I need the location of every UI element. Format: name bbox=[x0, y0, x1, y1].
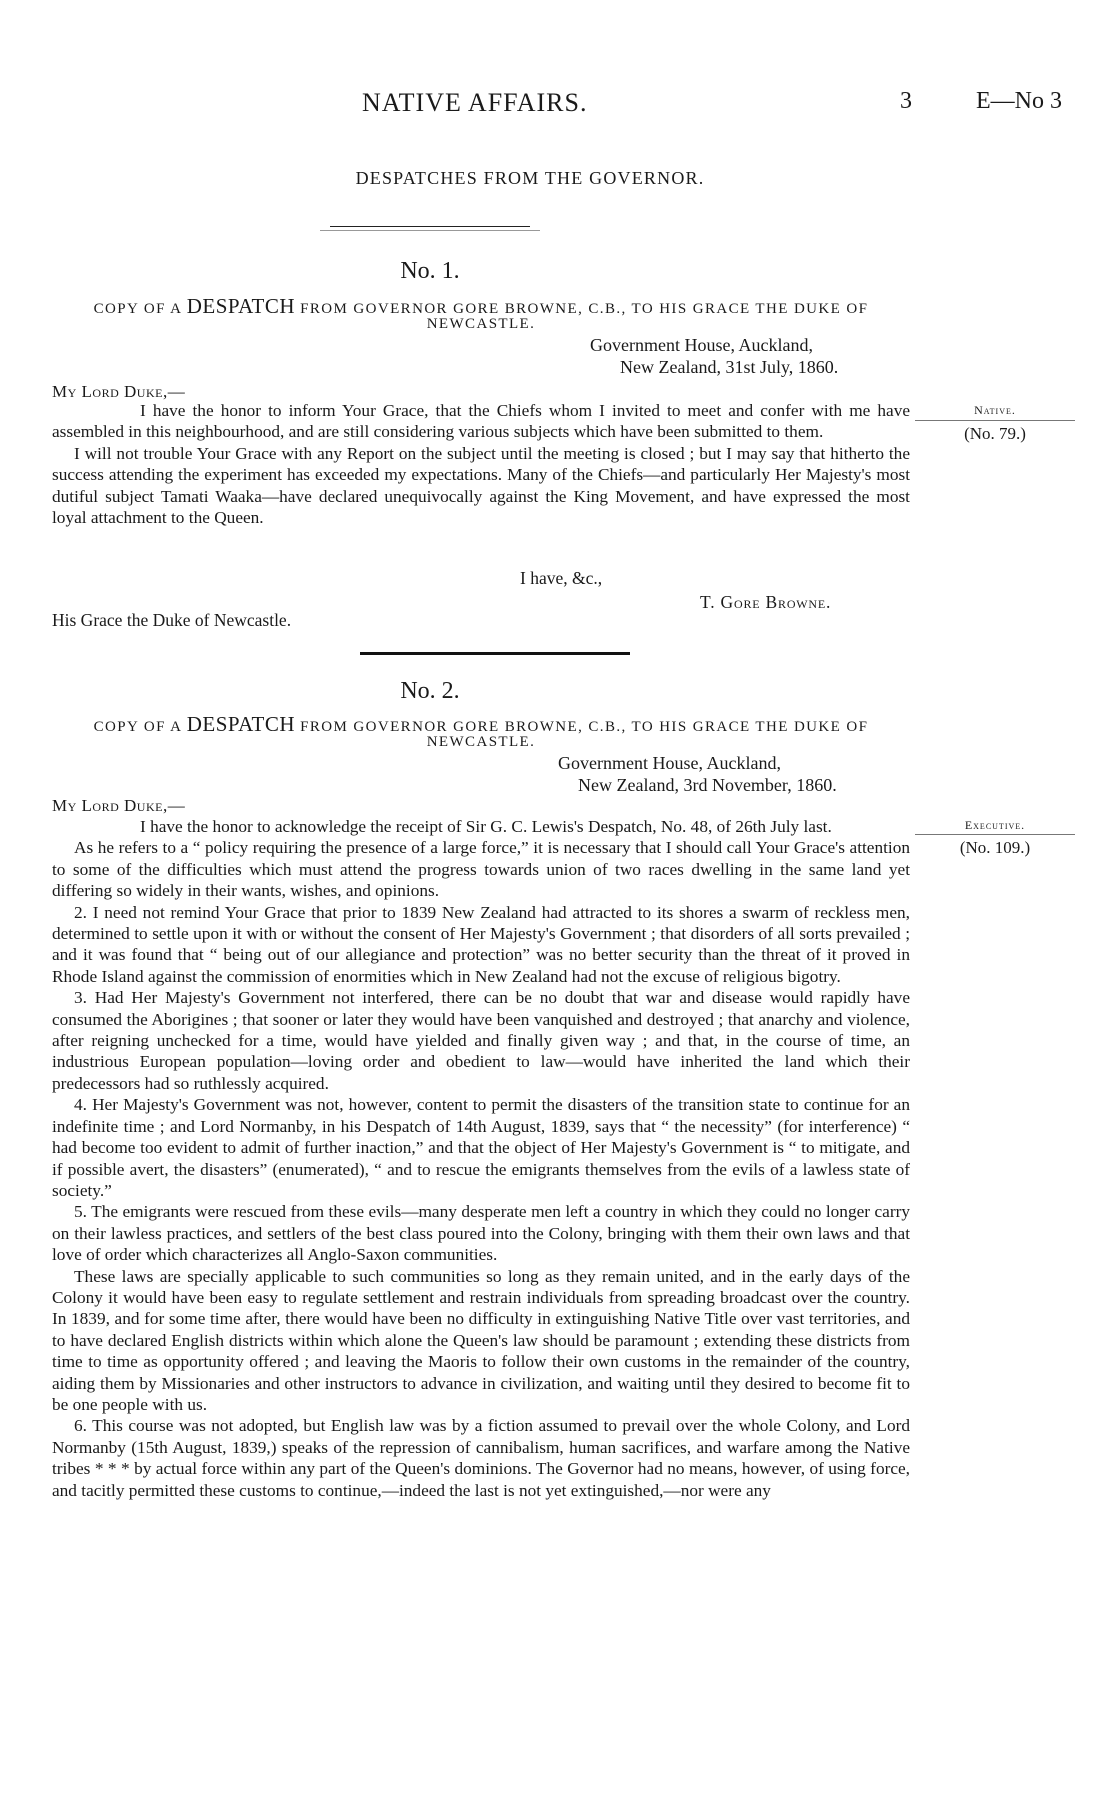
closing: I have, &c., bbox=[520, 568, 603, 588]
page-number: 3 bbox=[900, 88, 912, 114]
margin-reference: (No. 79.) bbox=[964, 424, 1026, 443]
paragraph: 2. I need not remind Your Grace that prior to 1839 New Zealand had attracted to its shores a swarm of reckless men, determined to settle upon it with or without the consent of Her Majesty's Government ; that disorders of all sorts prevailed ; and it was found that “ being out of our allegiance and protection” was no better security than the threat of it proved in Rhode Island against the commission of enormities which in New Zealand had not the excuse of religious bigotry. bbox=[52, 902, 910, 986]
signature: T. Gore Browne. bbox=[700, 592, 832, 612]
despatch-number: No. 1. bbox=[400, 258, 460, 284]
salutation: My Lord Duke,— bbox=[52, 796, 186, 815]
margin-rule bbox=[915, 420, 1075, 421]
despatch-title-rest: FROM GOVERNOR GORE BROWNE, C.B., TO HIS GRACE THE DUKE OF bbox=[300, 301, 869, 317]
despatch-title-word: DESPATCH bbox=[186, 294, 295, 318]
address-line: Government House, Auckland, bbox=[590, 335, 813, 355]
despatch-title-lead: COPY OF A bbox=[93, 719, 182, 735]
despatch-title-lead: COPY OF A bbox=[93, 301, 182, 317]
margin-label: Executive. bbox=[964, 818, 1026, 832]
document-code: E—No 3 bbox=[976, 88, 1062, 114]
paragraph: 4. Her Majesty's Government was not, however, content to permit the disasters of the transition state to continue for an indefinite time ; and Lord Normanby, in his Despatch of 14th August, 1839, says that “ the necessity” (for interference) “ had become too evident to admit of further inaction,” and that the object of Her Majesty's Government is “ to mitigate, and if possible avert, the disasters” (enumerated), “ and to rescue the emigrants themselves from the evils of a lawless state of society.” bbox=[52, 1095, 910, 1200]
despatch-title-line2: NEWCASTLE. bbox=[426, 734, 536, 750]
address-line: Government House, Auckland, bbox=[558, 753, 781, 773]
page-header-title: NATIVE AFFAIRS. bbox=[362, 88, 588, 117]
section-subheading: DESPATCHES FROM THE GOVERNOR. bbox=[355, 168, 705, 188]
address-line: New Zealand, 31st July, 1860. bbox=[620, 357, 839, 377]
address-line: New Zealand, 3rd November, 1860. bbox=[578, 775, 837, 795]
divider-rule bbox=[320, 230, 540, 231]
despatch-body bbox=[52, 816, 910, 1501]
despatch-body bbox=[52, 400, 910, 528]
despatch-number: No. 2. bbox=[400, 678, 460, 704]
margin-label: Native. bbox=[974, 403, 1016, 417]
despatch-title-line2: NEWCASTLE. bbox=[426, 316, 536, 332]
divider-rule bbox=[330, 226, 530, 227]
paragraph: 3. Had Her Majesty's Government not interfered, there can be no doubt that war and disease would rapidly have consumed the Aborigines ; that sooner or later they would have been vanquished and destroyed ; that anarchy and violence, after reigning unchecked for a time, would have yielded and finally given way ; and that, in the course of time, an industrious European population—loving order and obedient to law—would have inherited the land which their predecessors had so ruthlessly acquired. bbox=[52, 988, 910, 1093]
paragraph: I will not trouble Your Grace with any Report on the subject until the meeting is closed ; but I may say that hitherto the success attending the experiment has exceeded my expectations. Many of the Chiefs—and particularly Her Majesty's most dutiful subject Tamati Waaka—have declared unequivocally against the King Movement, and have expressed the most loyal attachment to the Queen. bbox=[52, 443, 910, 528]
paragraph: As he refers to a “ policy requiring the presence of a large force,” it is necessary that I should call Your Grace's attention to some of the difficulties which must attend the progress towards union of two races dwelling in the same land yet differing so widely in their wants, wishes, and opinions. bbox=[52, 838, 910, 901]
paragraph: I have the honor to acknowledge the receipt of Sir G. C. Lewis's Despatch, No. 48, of 26th July last. bbox=[140, 817, 832, 836]
despatch-title-word: DESPATCH bbox=[186, 712, 295, 736]
section-divider bbox=[360, 652, 630, 655]
margin-reference: (No. 109.) bbox=[959, 838, 1031, 857]
addressee: His Grace the Duke of Newcastle. bbox=[52, 610, 292, 630]
paragraph: 5. The emigrants were rescued from these evils—many desperate men left a country in which they could no longer carry on their lawless practices, and settlers of the best class poured into the Colony, bringing with them their own laws and that love of order which characterizes all Anglo-Saxon communities. bbox=[52, 1202, 910, 1265]
paragraph: I have the honor to inform Your Grace, that the Chiefs whom I invited to meet and confer with me have assembled in this neighbourhood, and are still considering various subjects which have been submitted to them. bbox=[52, 401, 910, 442]
despatch-title-rest: FROM GOVERNOR GORE BROWNE, C.B., TO HIS GRACE THE DUKE OF bbox=[300, 719, 869, 735]
paragraph: These laws are specially applicable to such communities so long as they remain united, and in the early days of the Colony it would have been easy to regulate settlement and restrain individuals from spreading broadcast over the country. In 1839, and for some time after, there would have been no difficulty in extinguishing Native Title over vast territories, and to have declared English districts within which alone the Queen's law should be paramount ; extending these districts from time to time as opportunity offered ; and leaving the Maoris to follow their own customs in the remainder of the country, aiding them by Missionaries and other instructors to advance in civilization, and waiting until they desired to become fit to be one people with us. bbox=[52, 1266, 910, 1414]
margin-rule bbox=[915, 834, 1075, 835]
salutation: My Lord Duke,— bbox=[52, 382, 186, 401]
paragraph: 6. This course was not adopted, but English law was by a fiction assumed to prevail over the whole Colony, and Lord Normanby (15th August, 1839,) speaks of the repression of cannibalism, human sacrifices, and warfare among the Native tribes * * * by actual force within any part of the Queen's dominions. The Governor had no means, however, of using force, and tacitly permitted these customs to continue,—indeed the last is not yet extinguished,—nor were any bbox=[52, 1416, 910, 1500]
